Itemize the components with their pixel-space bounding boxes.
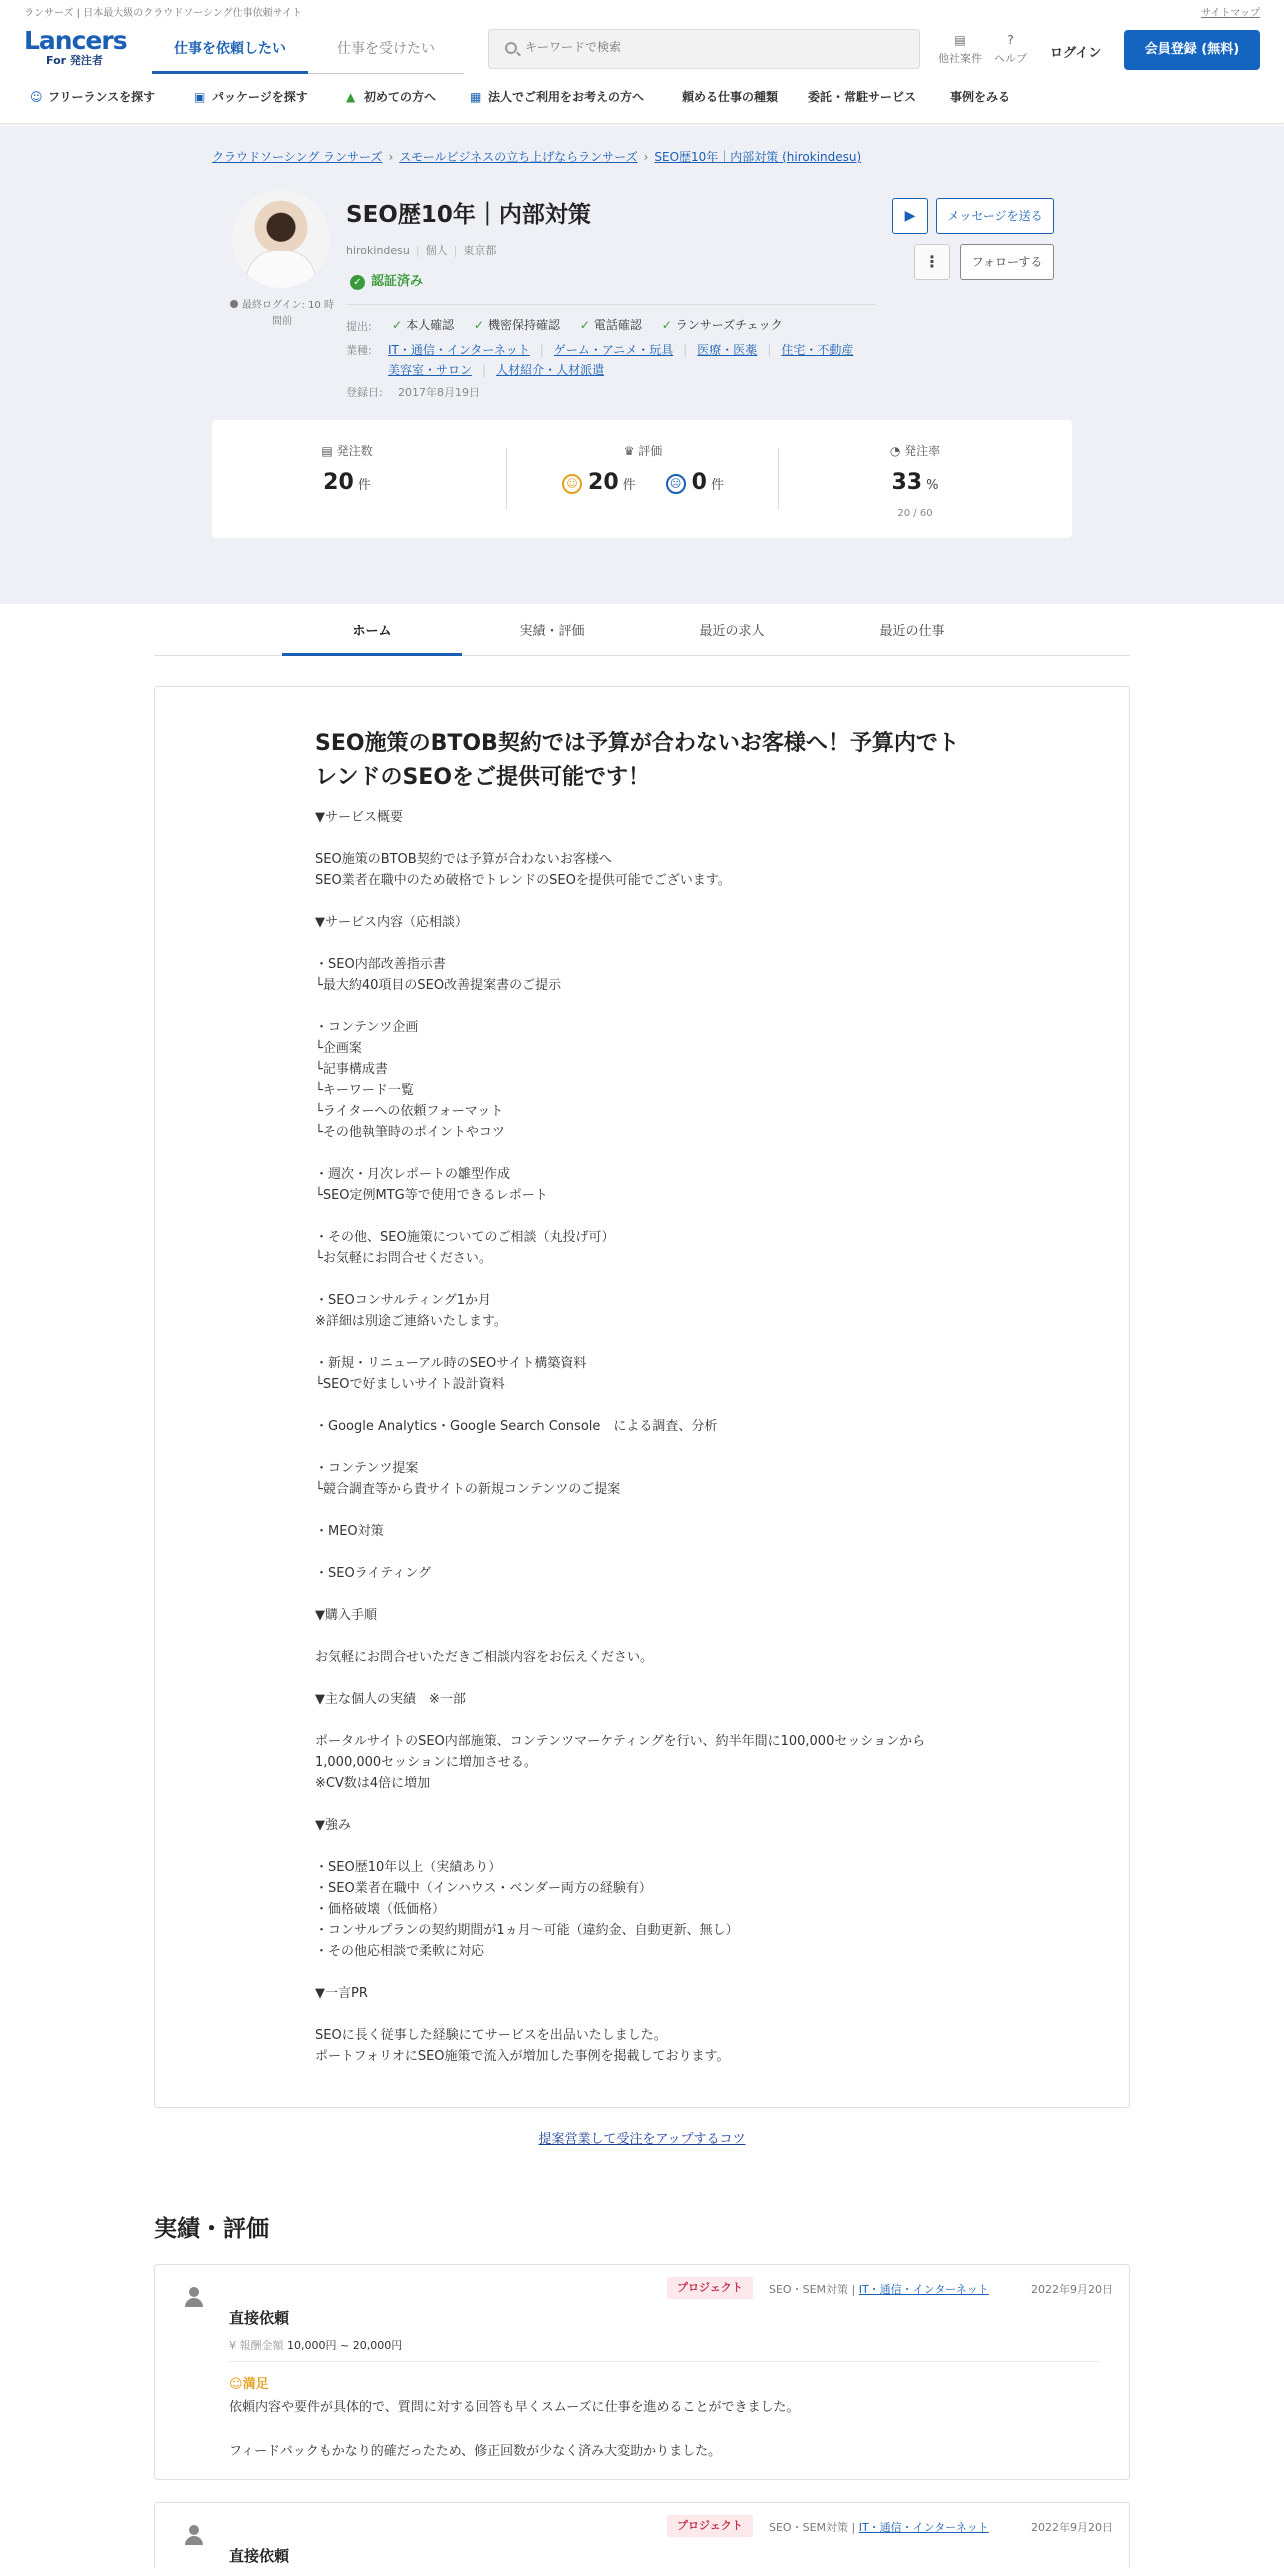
more-vertical-icon: ⋮ (924, 252, 940, 271)
check-circle-icon: ✓ (350, 275, 365, 290)
check-item: ✓ 機密保持確認 (473, 318, 560, 332)
user-icon (183, 2525, 205, 2547)
review-comment: 依頼内容や要件が具体的で、質問に対する回答も早くスムーズに仕事を進めることができました。 フィードバックもかなり的確だったため、修正回数が少なく済み大変助かりました。 (229, 2400, 800, 2459)
order-rate-sub: 20 / 60 (897, 508, 933, 519)
clipboard-icon: ▤ (321, 444, 337, 458)
nav-outsourcing[interactable]: 委託・常駐サービス (808, 90, 917, 104)
smile-icon: ☺ (229, 2377, 243, 2392)
profile-location: 東京都 (463, 244, 497, 257)
other-jobs-label: 他社案件 (938, 52, 982, 65)
pie-chart-icon: ◔ (889, 444, 905, 458)
tab-work[interactable]: 仕事を受けたい (308, 38, 464, 74)
nav-job-types[interactable]: 頼める仕事の種類 (682, 90, 779, 104)
stat-orders: ▤ 発注数 20 件 (321, 444, 373, 495)
nav-corporate[interactable] (470, 88, 644, 105)
nav-label: 初めての方へ (364, 90, 437, 104)
help-button[interactable] (994, 32, 1027, 66)
video-call-button[interactable] (892, 198, 928, 234)
tab-reviews[interactable]: 実績・評価 (519, 624, 585, 639)
industry-link[interactable]: IT・通信・インターネット (388, 343, 530, 357)
profile-name: SEO歴10年｜内部対策 (346, 202, 591, 228)
check-icon: ✓ (473, 318, 484, 332)
tips-section (0, 2128, 1284, 2147)
search-input[interactable] (525, 40, 905, 54)
check-icon: ✓ (579, 318, 590, 332)
submitted-label: 提出: (346, 320, 372, 333)
breadcrumb-item[interactable]: クラウドソーシング ランサーズ (212, 150, 383, 164)
review-card (154, 2264, 1130, 2480)
profile-type: 個人 (425, 244, 448, 257)
tab-recent-jobs[interactable]: 最近の求人 (699, 624, 765, 639)
project-badge: プロジェクト (667, 2277, 753, 2299)
document-icon: ▤ (954, 33, 966, 47)
tips-link[interactable]: 提案営業して受注をアップするコツ (538, 2132, 746, 2147)
check-icon: ✓ (661, 318, 672, 332)
chevron-right-icon: › (643, 150, 649, 164)
register-button[interactable]: 会員登録 (無料) (1124, 30, 1260, 70)
sitemap-link[interactable]: サイトマップ (1201, 8, 1260, 19)
tab-hire[interactable]: 仕事を依頼したい (152, 38, 308, 74)
rating-good-value: 20 (588, 470, 619, 495)
video-icon: ▶ (904, 208, 916, 224)
review-category: SEO・SEM対策 | IT・通信・インターネット (769, 2283, 989, 2296)
check-icon: ✓ (392, 318, 403, 332)
reviews-section-title: 実績・評価 (154, 2216, 269, 2242)
divider (346, 304, 876, 305)
intro-body: ▼サービス概要 SEO施策のBTOB契約では予算が合わないお客様へ SEO業者在職中のため破格でトレンドのSEOを提供可能でございます。 ▼サービス内容（応相談） ・SEO内部改善指示書 └最大約40項目のSEO改善提案書のご提示 ・コンテンツ企画 └企画案 └記事構成書 └キーワード一覧 └ライターへの依頼フォーマット └その他執筆時のポイントやコツ ・週次・月次レポートの雛型作成 └SEO定例MTG等で使用できるレポート ・その他、SEO施策についてのご相談（丸投げ可） └お気軽にお問合せください。 ・SEOコンサルティング1か月 ※詳細は別途ご連絡いたします。 ・新規・リニューアル時のSEOサイト構築資料 └SEOで好ましいサイト設計資料 ・Google Analytics・Google Search Console による調査、分析 ・コンテンツ提案 └競合調査等から貴サイトの新規コンテンツのご提案 ・MEO対策 ・SEOライティング ▼購入手順 お気軽にお問合せいただきご相談内容をお伝えください。 ▼主な個人の実績 ※一部 ポータルサイトのSEO内部施策、コンテンツマーケティングを行い、約半年間に100,000セッションから1,000,000セッションに増加させる。 ※CV数は4倍に増加 ▼強み ・SEO歴10年以上（実績あり） ・SEO業者在職中（インハウス・ベンダー両方の経験有） ・価格破壊（低価格） ・コンサルプランの契約期間が1ヵ月～可能（違約金、自動更新、無し） ・その他応相談で柔軟に対応 ▼一言PR SEOに長く従事した経験にてサービスを出品いたしました。 ポートフォリオにSEO施策で流入が増加した事例を掲載しております。 (315, 810, 926, 2064)
status-dot-icon (230, 300, 238, 308)
building-icon: ▦ (470, 90, 482, 104)
verified-badge: ✓ 認証済み (350, 270, 423, 290)
package-icon: ▣ (194, 90, 206, 104)
search-box (488, 29, 920, 69)
project-badge: プロジェクト (667, 2515, 753, 2537)
review-fee: ¥ 報酬金額 10,000円 ~ 20,000円 (229, 2339, 403, 2352)
top-bar (0, 0, 1284, 22)
review-category: SEO・SEM対策 | IT・通信・インターネット (769, 2521, 989, 2534)
verification-checks (392, 316, 799, 333)
industry-link[interactable]: 美容室・サロン (388, 363, 473, 377)
breadcrumb-item[interactable]: スモールビジネスの立ち上げならランサーズ (399, 150, 638, 164)
nav-label: 法人でご利用をお考えの方へ (488, 90, 645, 104)
nav-find-packages[interactable] (194, 88, 308, 105)
nav-cases[interactable]: 事例をみる (950, 90, 1011, 104)
rating-bad-value: 0 (691, 470, 707, 495)
chevron-right-icon: › (388, 150, 394, 164)
tab-home[interactable]: ホーム (282, 614, 462, 656)
logo-brand: Lancers (24, 26, 127, 55)
breadcrumb-item[interactable]: SEO歴10年｜内部対策 (hirokindesu) (654, 150, 862, 164)
last-login: 最終ログイン: 10 時間前 (228, 298, 336, 330)
follow-button[interactable]: フォローする (960, 244, 1054, 280)
industry-list: IT・通信・インターネット | ゲーム・アニメ・玩具 | 医療・医薬 | 住宅・不動産 美容室・サロン | 人材紹介・人材派遣 (388, 343, 854, 377)
registered-label: 登録日: (346, 386, 383, 399)
nav-beginners[interactable] (346, 88, 436, 105)
logo-sub: For 発注者 (46, 54, 103, 67)
breadcrumb (212, 148, 861, 165)
help-icon: ? (1007, 33, 1014, 47)
help-label: ヘルプ (994, 52, 1027, 65)
industry-link[interactable]: 住宅・不動産 (781, 343, 854, 357)
check-item: ✓ 電話確認 (579, 318, 642, 332)
avatar (232, 190, 330, 288)
review-card (154, 2502, 1130, 2568)
nav-label: パッケージを探す (212, 90, 308, 104)
review-title: 直接依頼 (229, 2309, 290, 2327)
profile-meta: hirokindesu | 個人 | 東京都 (346, 244, 497, 257)
check-item: ✓ ランサーズチェック (661, 318, 783, 332)
satisfaction-label: ☺満足 (229, 2377, 269, 2392)
stats-panel (212, 420, 1072, 538)
frown-icon: ☹ (666, 474, 686, 494)
profile-username: hirokindesu (346, 244, 410, 257)
industry-link[interactable]: ゲーム・アニメ・玩具 (553, 343, 674, 357)
stat-rating: ♛ 評価 ☺ 20 件 ☹ 0 件 (508, 420, 778, 538)
main-nav (0, 80, 1284, 124)
site-tagline: ランサーズ | 日本最大級のクラウドソーシング仕事依頼サイト (24, 8, 302, 19)
nav-find-freelancers[interactable] (30, 88, 155, 105)
login-link[interactable]: ログイン (1050, 46, 1102, 61)
registered-date: 2017年8月19日 (398, 386, 480, 399)
industry-link[interactable]: 人材紹介・人材派遣 (496, 363, 605, 377)
review-date: 2022年9月20日 (1031, 2521, 1113, 2534)
order-rate-value: 33 (891, 470, 923, 495)
smile-icon: ☺ (562, 474, 582, 494)
profile-tabs (154, 614, 1130, 656)
intro-title: SEO施策のBTOB契約では予算が合わないお客様へ！予算内でトレンドのSEOをご提供可能です！ (315, 731, 960, 790)
beginner-icon: ▲ (346, 90, 356, 104)
industry-label: 業種: (346, 344, 372, 357)
review-title: 直接依頼 (229, 2547, 290, 2565)
check-item: ✓ 本人確認 (392, 318, 455, 332)
more-options-button[interactable] (914, 244, 950, 280)
tab-recent-work[interactable]: 最近の仕事 (879, 624, 945, 639)
search-icon (505, 42, 517, 54)
intro-card (154, 686, 1130, 2108)
user-icon (183, 2287, 205, 2309)
stat-order-rate: ◔ 発注率 33 % 20 / 60 (780, 420, 1050, 538)
other-jobs-button[interactable] (938, 32, 982, 66)
industry-link[interactable]: 医療・医薬 (697, 343, 758, 357)
header (0, 22, 1284, 74)
review-date: 2022年9月20日 (1031, 2283, 1113, 2296)
send-message-button[interactable]: メッセージを送る (936, 198, 1054, 234)
lancers-logo[interactable] (24, 28, 134, 68)
crown-icon: ♛ (623, 444, 639, 458)
category-link[interactable]: IT・通信・インターネット (858, 2283, 989, 2296)
nav-label: フリーランスを探す (48, 90, 156, 104)
category-link[interactable]: IT・通信・インターネット (858, 2521, 989, 2534)
person-icon: ☺ (30, 90, 43, 104)
orders-value: 20 (323, 470, 354, 495)
yen-icon: ¥ (229, 2339, 240, 2352)
